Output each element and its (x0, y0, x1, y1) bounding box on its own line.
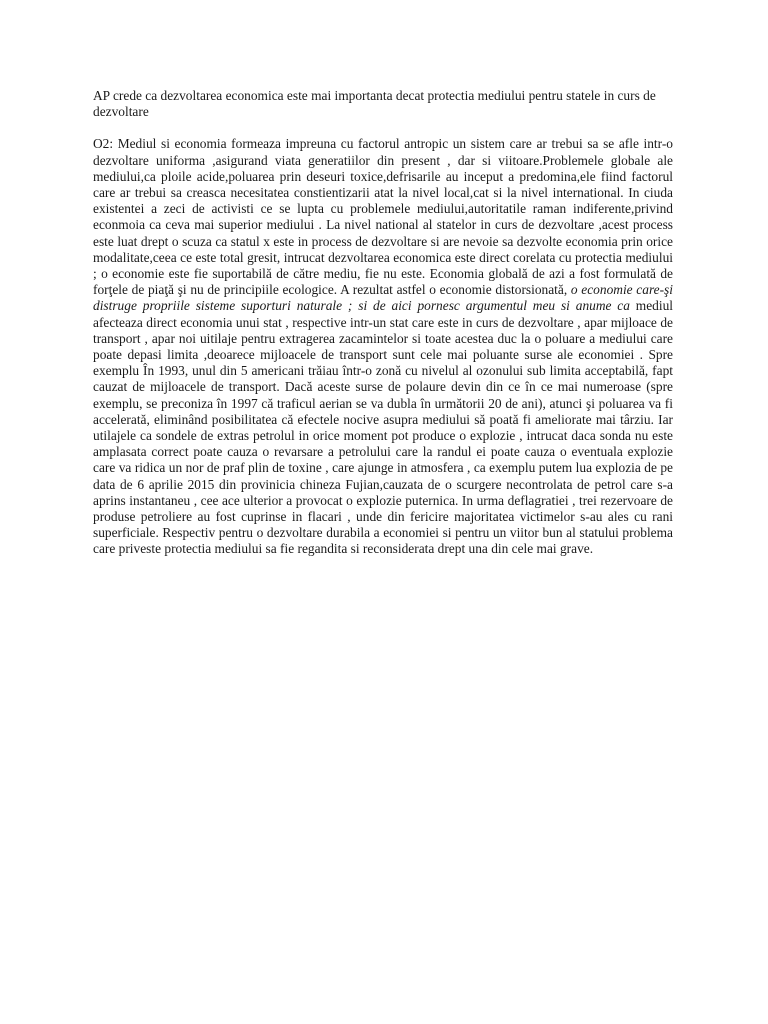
document-body-paragraph (93, 136, 673, 557)
body-text-part-2: mediul afecteaza direct economia unui stat , respective intr-un stat care este in curs de dezvoltare , apar mijloace de transport , apar noi uitilaje pentru extragerea zacamintelor si toate acestea duc la o poluare a mediului care poate depasi limita ,deoarece mijloacele de transport sunt cele mai poluante surse ale economiei . Spre exemplu În 1993, unul din 5 americani trăiau într-o zonă cu nivelul al ozonului sub limita acceptabilă, fapt cauzat de mijloacele de transport. Dacă aceste surse de polaure devin din ce în ce mai numeroase (spre exemplu, se preconiza în 1997 că traficul aerian se va dubla în următorii 20 de ani), atunci şi poluarea va fi accelerată, eliminând posibilitatea că efectele nocive asupra mediului să poată fi ameliorate mai târziu. Iar utilajele ca sondele de extras petrolul in orice moment pot produce o explozie , intrucat daca sonda nu este amplasata correct poate cauza o revarsare a petrolului care la randul ei poate cauza o eventuala explozie care va ridica un nor de praf plin de toxine , care ajunge in atmosfera , ca exemplu putem lua explozia de pe data de 6 aprilie 2015 din provinicia chineza Fujian,cauzata de o scurgere necontrolata de petrol care s-a aprins instantaneu , cee ace ulterior a provocat o explozie puternica. In urma deflagratiei , trei rezervoare de produse petroliere au fost cuprinse in flacari , unde din fericire majoritatea victimelor s-au ales cu rani superficiale. Respectiv pentru o dezvoltare durabila a economiei si pentru un viitor bun al statului problema care priveste protectia mediului sa fie regandita si reconsiderata drept una din cele mai grave. (93, 298, 673, 557)
body-text-part-1: O2: Mediul si economia formeaza impreuna cu factorul antropic un sistem care ar trebui sa se afle intr-o dezvoltare uniforma ,asigurand viata generatiilor din present , dar si viitoare.Problemele globale ale mediului,ca ploile acide,poluarea prin deseuri toxice,defrisarile au inceput a predomina,ele fiind factorul care ar trebui sa creasca necesitatea constientizarii atat la nivel local,cat si la nivel international. In ciuda existentei a zeci de activisti ce se lupta cu problemele mediului,autoritatile raman indiferente,privind econmoia ca ceva mai superior mediului . La nivel national al statelor in curs de dezvoltare ,acest process este luat drept o scuza ca statul x este in process de dezvoltare si are nevoie sa dezvolte economia prin orice modalitate,ceea ce este total gresit, intrucat dezvoltarea economica este direct corelata cu protectia mediului ; o economie este fie suportabilă de către mediu, fie nu este. Economia globală de azi a fost formulată de forţele de piaţă şi nu de principiile ecologice. A rezultat astfel o economie distorsionată, (93, 136, 673, 298)
body-text-italic: o economie care-şi distruge propriile sisteme suporturi naturale ; si de aici pornesc argumentul meu si anume ca (93, 282, 673, 314)
document-content (93, 88, 673, 558)
document-title: AP crede ca dezvoltarea economica este mai importanta decat protectia mediului pentru statele in curs de dezvoltare (93, 88, 656, 120)
